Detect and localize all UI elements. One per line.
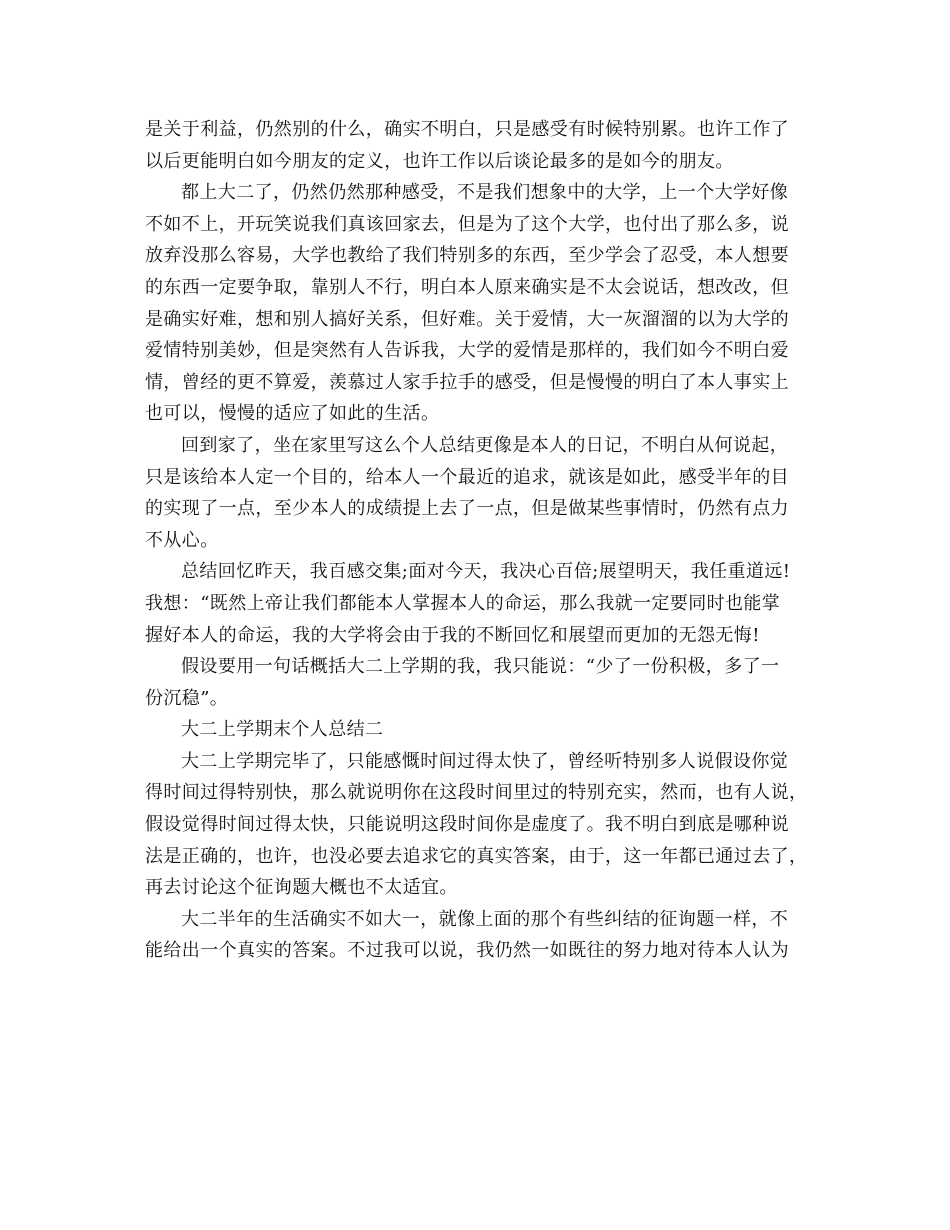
paragraph-start-line: 大二半年的生活确实不如大一，就像上面的那个有些纠结的征询题一样，不 [181, 908, 789, 930]
paragraph-start-line: 大二上学期完毕了，只能感慨时间过得太快了，曾经听特别多人说假设你觉 [181, 750, 789, 772]
text-line: 是关于利益，仍然别的什么，确实不明白，只是感受有时候特别累。也许工作了 [145, 119, 789, 140]
text-line: 放弃没那么容易，大学也教给了我们特别多的东西，至少学会了忍受，本人想要 [145, 245, 789, 267]
text-line: 爱情特别美妙，但是突然有人告诉我，大学的爱情是那样的，我们如今不明白爱 [145, 340, 789, 362]
text-line: 再去讨论这个征询题大概也不太适宜。 [145, 877, 458, 899]
text-line: 情，曾经的更不算爱，羡慕过人家手拉手的感受，但是慢慢的明白了本人事实上 [145, 371, 789, 393]
paragraph-start-line: 假设要用一句话概括大二上学期的我，我只能说：“少了一份积极，多了一 [181, 656, 780, 678]
text-line: 我想：“既然上帝让我们都能本人掌握本人的命运，那么我就一定要同时也能掌 [145, 592, 781, 614]
text-line: 不如不上，开玩笑说我们真该回家去，但是为了这个大学，也付出了那么多，说 [145, 213, 789, 235]
text-line: 的东西一定要争取，靠别人不行，明白本人原来确实是不太会说话，想改改，但 [145, 276, 789, 298]
paragraph-start-line: 都上大二了，仍然仍然那种感受，不是我们想象中的大学，上一个大学好像 [181, 182, 789, 204]
text-line: 能给出一个真实的答案。不过我可以说，我仍然一如既往的努力地对待本人认为 [145, 940, 789, 962]
paragraph-start-line: 总结回忆昨天，我百感交集;面对今天，我决心百倍;展望明天，我任重道远! [181, 561, 791, 583]
text-line: 法是正确的，也许，也没必要去追求它的真实答案，由于，这一年都已通过去了， [145, 845, 808, 867]
text-line: 握好本人的命运，我的大学将会由于我的不断回忆和展望而更加的无怨无悔! [145, 624, 760, 646]
section-heading: 大二上学期末个人总结二 [181, 719, 384, 741]
document-body [145, 114, 808, 967]
text-line: 也可以，慢慢的适应了如此的生活。 [145, 403, 440, 425]
text-line: 以后更能明白如今朋友的定义，也许工作以后谈论最多的是如今的朋友。 [145, 150, 734, 172]
text-line: 是确实好难，想和别人搞好关系，但好难。关于爱情，大一灰溜溜的以为大学的 [145, 308, 789, 330]
text-line: 不从心。 [145, 529, 219, 551]
paragraph-start-line: 回到家了，坐在家里写这么个人总结更像是本人的日记，不明白从何说起， [181, 434, 789, 456]
text-line: 得时间过得特别快，那么就说明你在这段时间里过的特别充实，然而，也有人说， [145, 782, 808, 804]
text-line: 的实现了一点，至少本人的成绩提上去了一点，但是做某些事情时，仍然有点力 [145, 498, 789, 520]
text-line: 份沉稳”。 [145, 687, 229, 709]
text-line: 假设觉得时间过得太快，只能说明这段时间你是虚度了。我不明白到底是哪种说 [145, 814, 789, 836]
text-line: 只是该给本人定一个目的，给本人一个最近的追求，就该是如此，感受半年的目 [145, 466, 789, 488]
